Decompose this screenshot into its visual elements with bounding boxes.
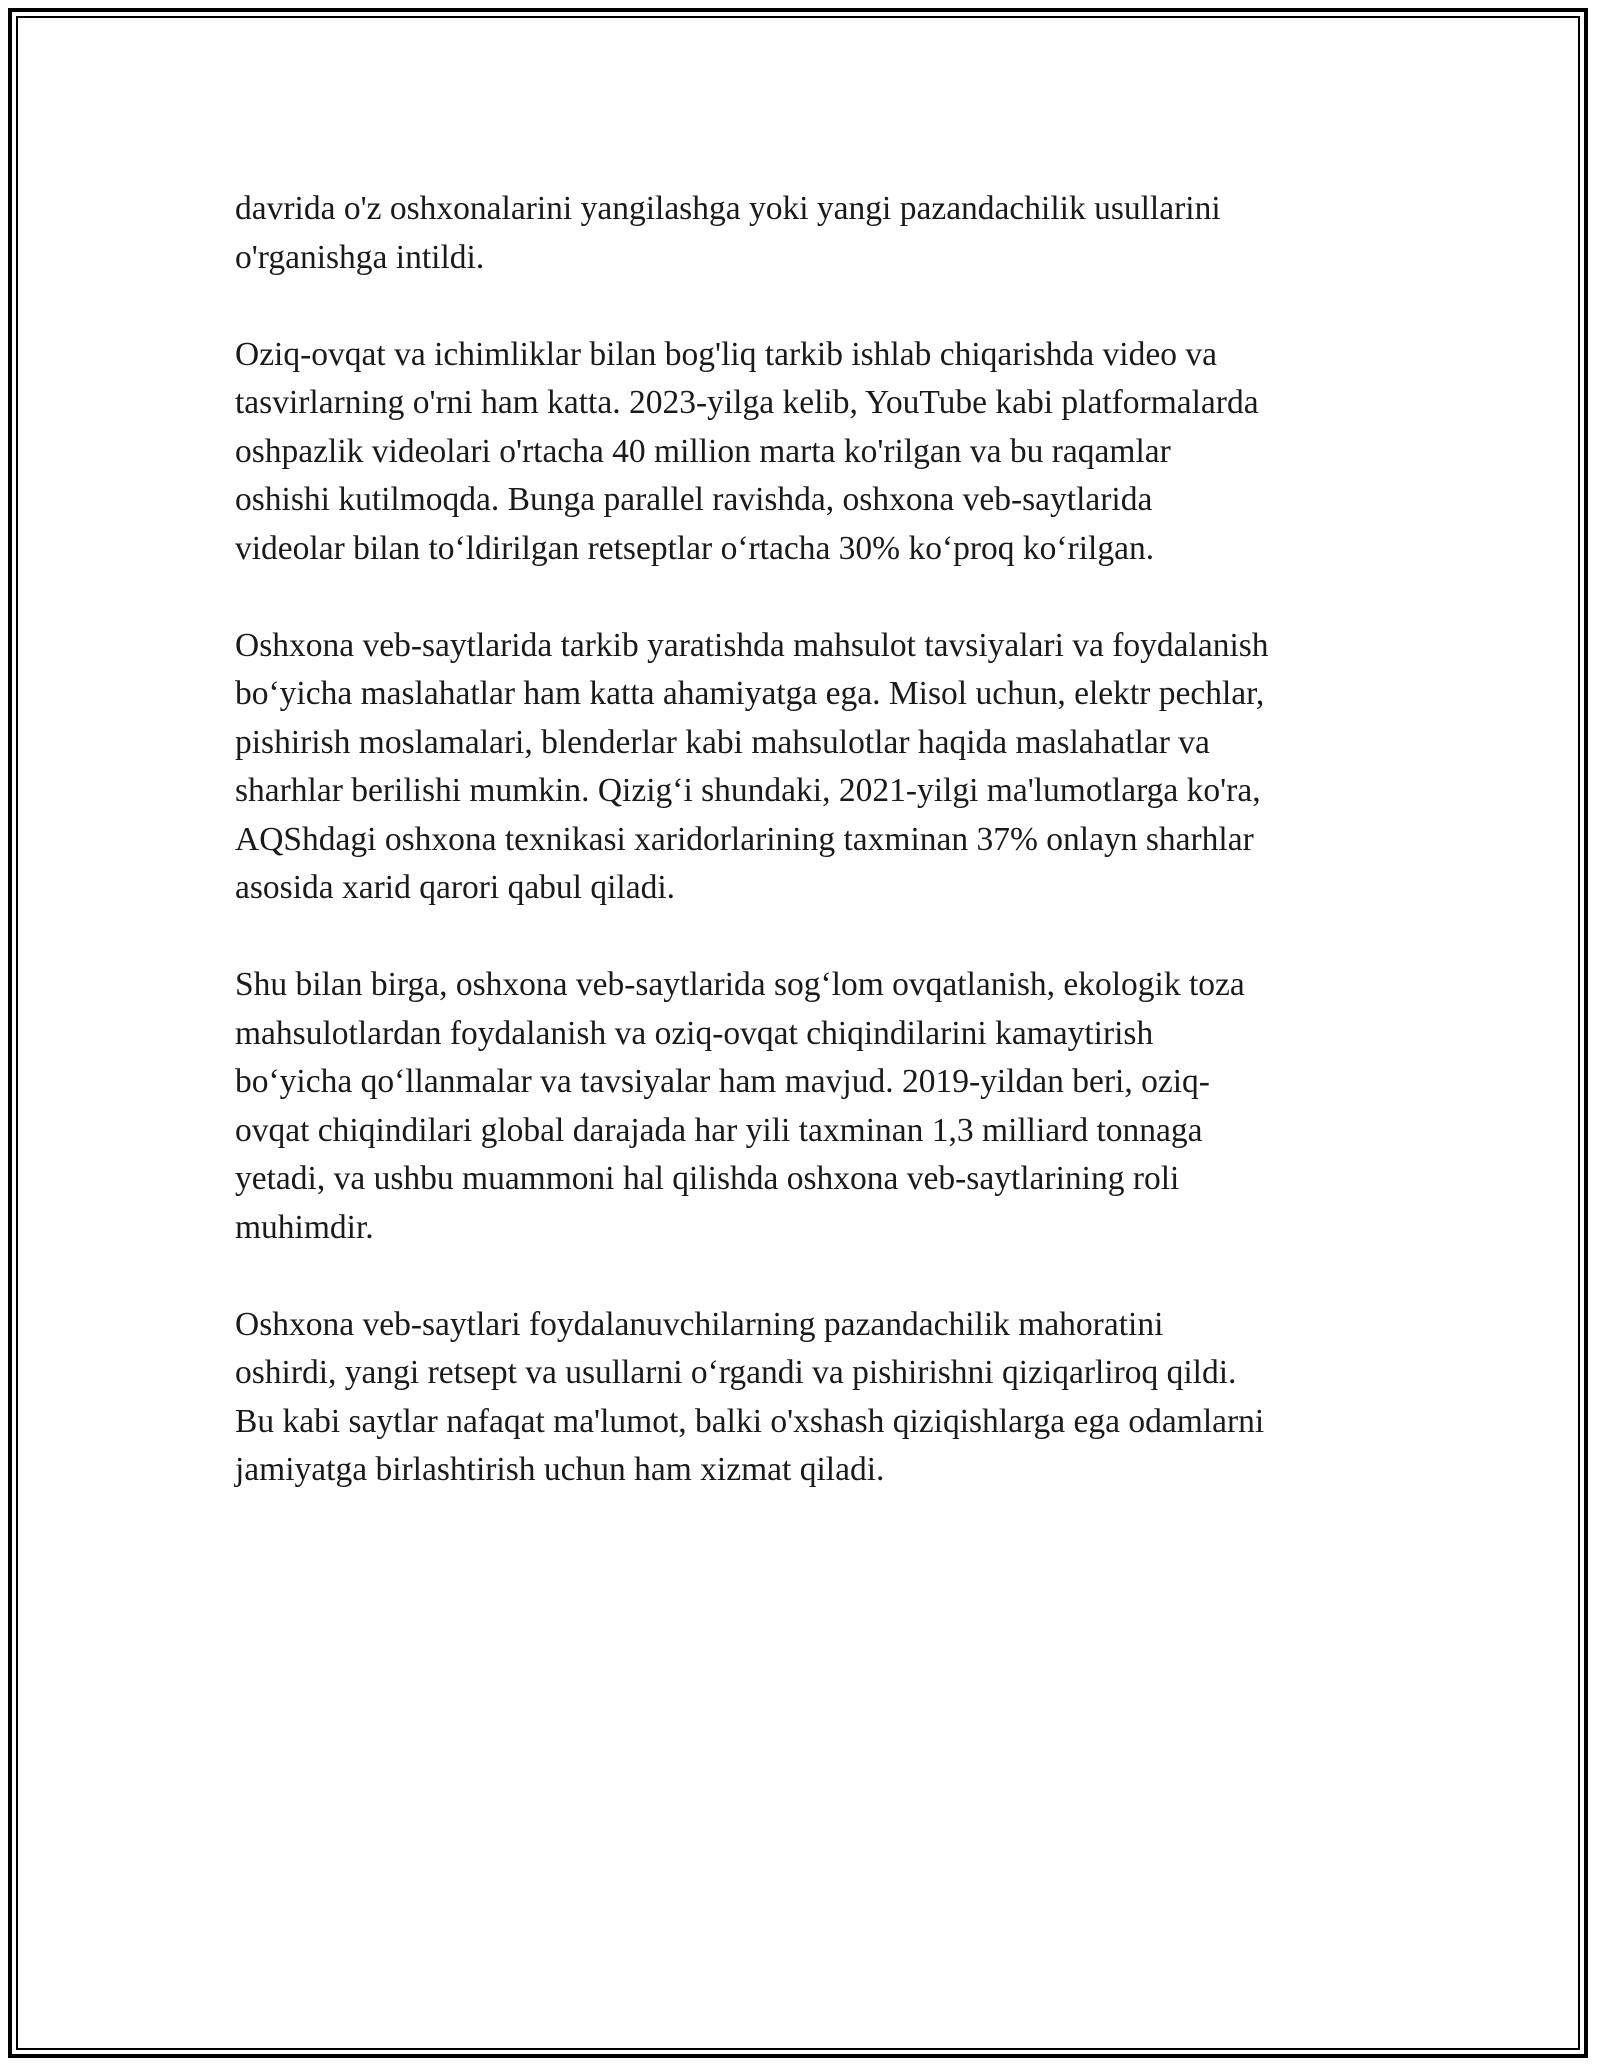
text-line: pishirish moslamalari, blenderlar kabi mahsulotlar haqida maslahatlar va (235, 723, 1210, 761)
text-line: sharhlar berilishi mumkin. Qizig‘i shundaki, 2021-yilgi ma'lumotlarga ko'ra, (235, 772, 1261, 809)
paragraph-healthy-eating (235, 961, 1375, 1252)
paragraph-video-content (235, 331, 1375, 574)
text-line: o'rganishga intildi. (235, 238, 485, 276)
text-line: Oziq-ovqat va ichimliklar bilan bog'liq tarkib ishlab chiqarishda video va (235, 335, 1217, 373)
text-line: videolar bilan to‘ldirilgan retseptlar o‘rtacha 30% ko‘proq ko‘rilgan. (235, 529, 1155, 567)
text-line: yetadi, va ushbu muammoni hal qilishda oshxona veb-saytlarining roli (235, 1160, 1180, 1197)
text-line: oshirdi, yangi retsept va usullarni o‘rgandi va pishirishni qiziqarliroq qildi. (235, 1354, 1237, 1391)
text-line: muhimdir. (235, 1208, 374, 1246)
text-line: tasvirlarning o'rni ham katta. 2023-yilga kelib, YouTube kabi platformalarda (235, 384, 1259, 421)
text-line: asosida xarid qarori qabul qiladi. (235, 869, 676, 906)
text-line: oshishi kutilmoqda. Bunga parallel ravishda, oshxona veb-saytlarida (235, 481, 1153, 518)
text-line: AQShdagi oshxona texnikasi xaridorlarining taxminan 37% onlayn sharhlar (235, 820, 1254, 858)
text-line: jamiyatga birlashtirish uchun ham xizmat qiladi. (235, 1451, 885, 1488)
text-line: Oshxona veb-saytlarida tarkib yaratishda mahsulot tavsiyalari va foydalanish (235, 626, 1269, 664)
text-line: davrida o'z oshxonalarini yangilashga yoki yangi pazandachilik usullarini (235, 190, 1221, 227)
text-line: oshpazlik videolari o'rtacha 40 million marta ko'rilgan va bu raqamlar (235, 432, 1171, 470)
document-body (235, 185, 1375, 1543)
text-line: mahsulotlardan foydalanish va oziq-ovqat chiqindilarini kamaytirish (235, 1014, 1154, 1052)
text-line: bo‘yicha qo‘llanmalar va tavsiyalar ham mavjud. 2019-yildan beri, oziq- (235, 1063, 1210, 1100)
paragraph-product-recommendations (235, 622, 1375, 913)
paragraph-conclusion (235, 1301, 1375, 1495)
text-line: Bu kabi saytlar nafaqat ma'lumot, balki o'xshash qiziqishlarga ega odamlarni (235, 1402, 1265, 1440)
paragraph-kitchen-renovation (235, 185, 1375, 282)
text-line: ovqat chiqindilari global darajada har yili taxminan 1,3 milliard tonnaga (235, 1111, 1203, 1149)
text-line: Oshxona veb-saytlari foydalanuvchilarning pazandachilik mahoratini (235, 1305, 1164, 1343)
text-line: Shu bilan birga, oshxona veb-saytlarida sog‘lom ovqatlanish, ekologik toza (235, 966, 1245, 1003)
text-line: bo‘yicha maslahatlar ham katta ahamiyatga ega. Misol uchun, elektr pechlar, (235, 675, 1265, 712)
